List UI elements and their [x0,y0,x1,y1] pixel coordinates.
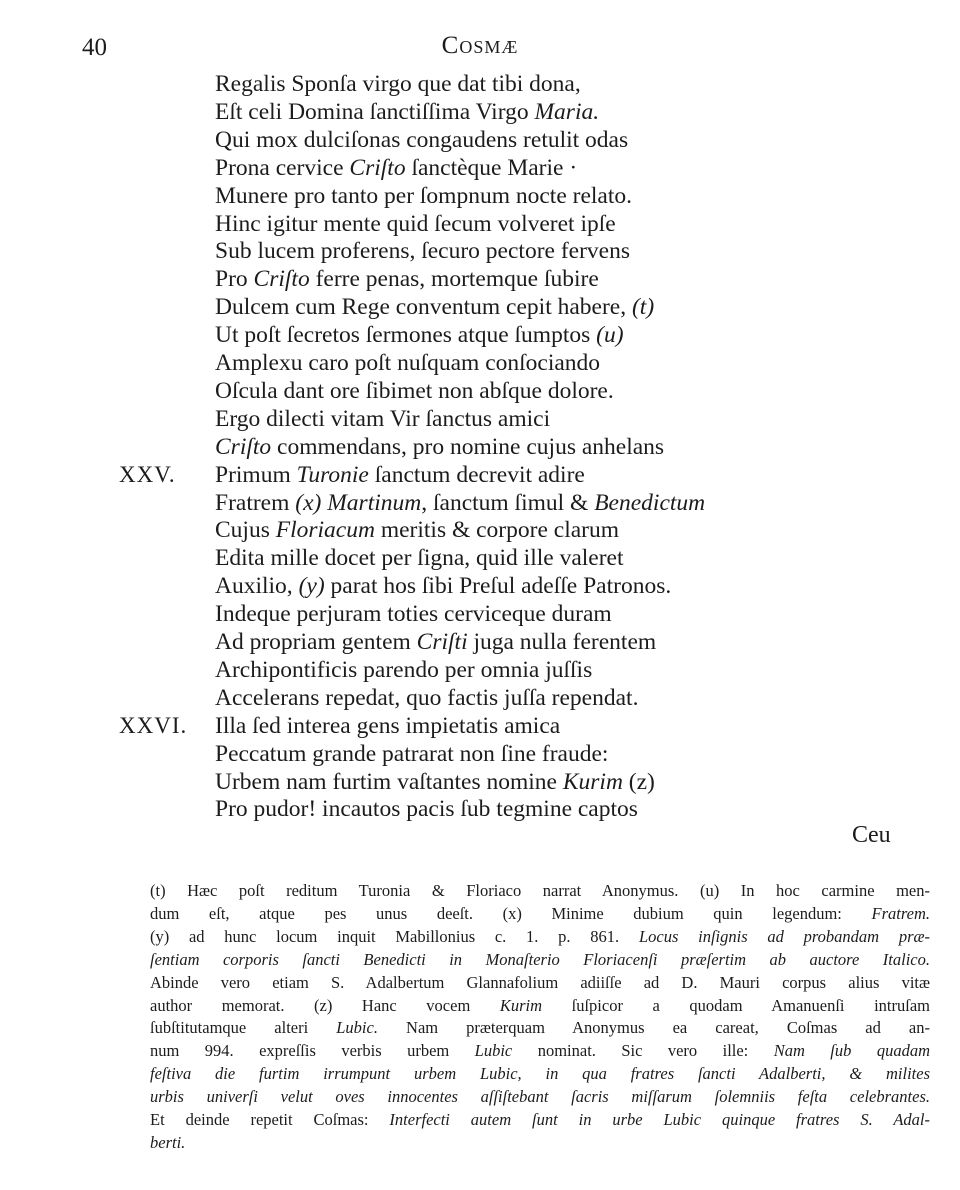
verse-text: Eſt celi Domina ſanctiſſima Virgo Maria. [215,98,600,125]
chapter-number: XXV. [119,461,176,487]
catchword: Ceu [852,822,891,848]
verse-text: Edita mille docet per ſigna, quid ille valeret [215,545,624,572]
verse-text: Cujus Floriacum meritis & corpore clarum [215,517,620,544]
footnote-line: num 994. expreſſis verbis urbem Lubic nominat. Sic vero ille: Nam ſub quadam [150,1041,930,1061]
verse-text: Accelerans repedat, quo factis juſſa rependat. [215,684,639,711]
footnote-line: Et deinde repetit Coſmas: Interfecti autem ſunt in urbe Lubic quinque fratres S. Adal- [150,1110,930,1129]
verse-text: Amplexu caro poſt nuſquam conſociando [215,350,601,376]
footnote-line: urbis univerſi velut oves innocentes aſſiſtebant ſacris miſſarum ſolemniis feſta celebrantes. [150,1087,930,1107]
footnote-line: ſubſtitutamque alteri Lubic. Nam præterquam Anonymus ea careat, Coſmas ad an- [150,1018,930,1038]
footnote-line: ſentiam corporis ſancti Benedicti in Monaſterio Floriacenſi præſertim ab auctore Italico. [150,949,930,969]
footnote-line: (t) Hæc poſt reditum Turonia & Floriaco narrat Anonymus. (u) In hoc carmine men- [150,881,930,900]
footnote-line: feſtiva die furtim irrumpunt urbem Lubic, in qua fratres ſancti Adalberti, & milites [150,1064,930,1084]
verse-text: Illa ſed interea gens impietatis amica [215,712,561,739]
running-title: Cosmæ [441,32,519,59]
verse-text: Regalis Sponſa virgo que dat tibi dona, [215,71,581,97]
footnote-line: (y) ad hunc locum inquit Mabillonius c. 1. p. 861. Locus inſignis ad probandam præ- [150,926,930,946]
footnote-line: Abinde vero etiam S. Adalbertum Glannafolium adiiſſe ad D. Mauri corpus alius vitæ [150,972,930,992]
verse-text: Criſto commendans, pro nomine cujus anhelans [215,433,665,460]
verse-text: Oſcula dant ore ſibimet non abſque dolore. [215,377,614,404]
verse-text: Urbem nam furtim vaſtantes nomine Kurim (z) [215,768,655,795]
verse-text: Ad propriam gentem Criſti juga nulla ferentem [215,629,657,655]
verse-text: Sub lucem proferens, ſecuro pectore fervens [215,238,630,265]
verse-text: Indeque perjuram toties cerviceque duram [215,601,612,628]
verse-text: Prona cervice Criſto ſanctèque Marie · [215,154,578,181]
verse-text: Auxilio, (y) parat hos ſibi Preſul adeſſe Patronos. [215,573,672,600]
verse-text: Dulcem cum Rege conventum cepit habere, (t) [215,294,655,321]
page-number: 40 [82,34,107,61]
verse-text: Ut poſt ſecretos ſermones atque ſumptos (u) [215,322,624,349]
verse-text: Primum Turonie ſanctum decrevit adire [215,461,585,488]
footnote-line: berti. [150,1132,186,1152]
chapter-number: XXVI. [119,712,188,738]
verse-text: Qui mox dulciſonas congaudens retulit odas [215,126,629,153]
verse-text: Hinc igitur mente quid ſecum volveret ipſe [215,210,616,237]
footnote-line: author memorat. (z) Hanc vocem Kurim ſuſpicor a quodam Amanuenſi intruſam [150,995,930,1015]
verse-text: Pro pudor! incautos pacis ſub tegmine captos [215,796,638,823]
verse-text: Pro Criſto ferre penas, mortemque ſubire [215,266,599,293]
verse-text: Peccatum grande patrarat non ſine fraude: [215,740,609,767]
verse-text: Fratrem (x) Martinum, ſanctum ſimul & Benedictum [215,489,706,516]
footnote-line: dum eſt, atque pes unus deeſt. (x) Minime dubium quin legendum: Fratrem. [150,903,930,923]
verse-text: Munere pro tanto per ſompnum nocte relato. [215,182,632,209]
verse-text: Archipontificis parendo per omnia juſſis [215,656,593,683]
verse-text: Ergo dilecti vitam Vir ſanctus amici [215,405,551,432]
